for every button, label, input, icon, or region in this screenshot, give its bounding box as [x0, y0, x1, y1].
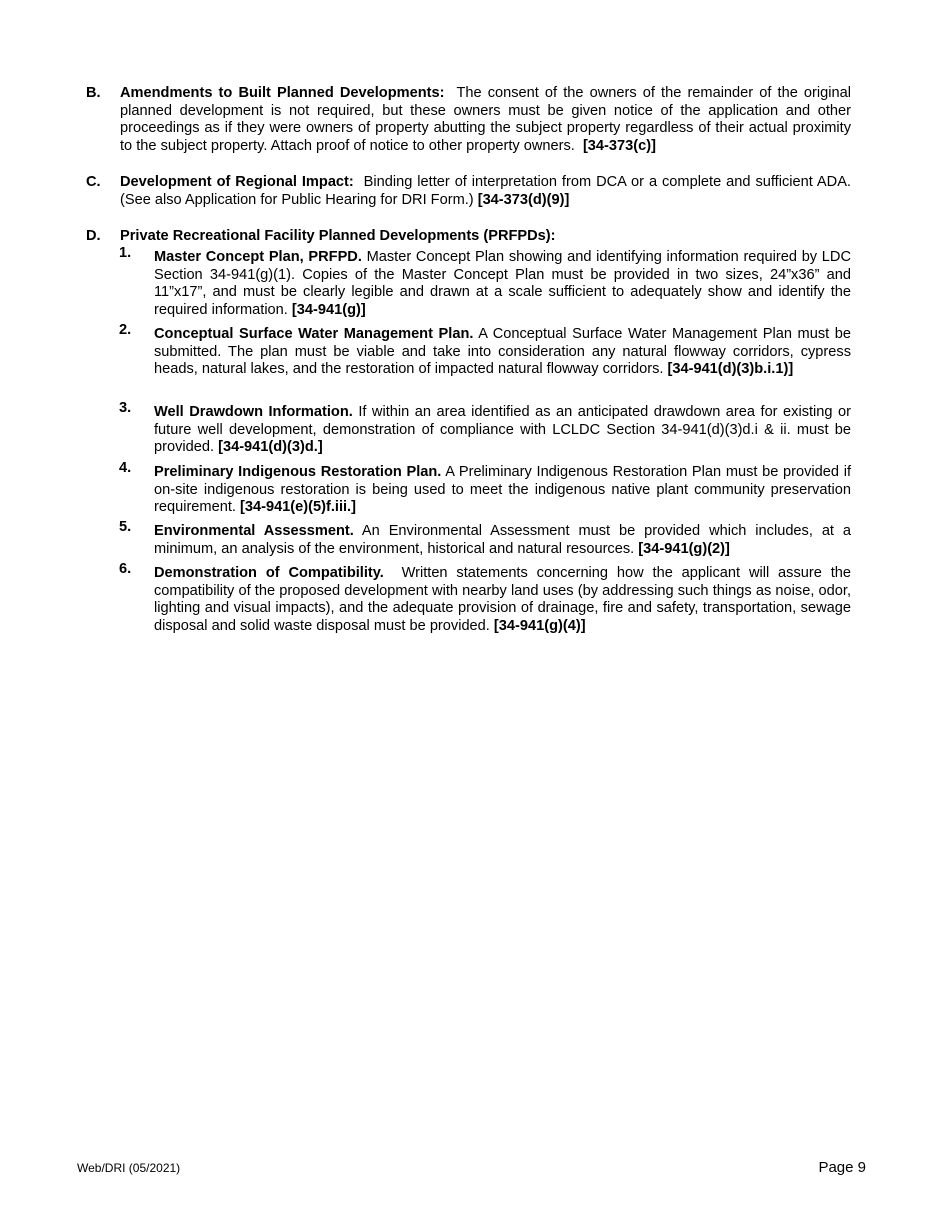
list-item [119, 561, 852, 635]
form-id: Web/DRI (05/2021) [77, 1161, 181, 1175]
section-d [86, 228, 851, 246]
code-reference: [34-941(g)(2)] [638, 540, 730, 557]
page-number: Page 9 [818, 1159, 866, 1176]
list-item [119, 245, 851, 319]
item-text: If within an area identified as an anticipated drawdown area for existing or future well development, demonstration of compliance with LCLDC Section 34-941(d)(3)d.i & ii. must be provided. [154, 404, 851, 456]
section-b [86, 85, 851, 155]
list-item [119, 322, 851, 379]
item-body [154, 464, 851, 517]
item-text: An Environmental Assessment must be provided which includes, at a minimum, an analysis of the environment, historical and natural resources. [154, 523, 852, 557]
code-reference: [34-941(g)(4)] [493, 617, 586, 634]
code-reference: [34-373(c)] [582, 137, 656, 154]
section-title: Amendments to Built Planned Developments: [120, 85, 445, 101]
item-text: A Preliminary Indigenous Restoration Plan must be provided if on-site indigenous restoration is being used to meet the indigenous native plant community preservation requirement. [154, 464, 852, 516]
item-title: Conceptual Surface Water Management Plan. [154, 326, 474, 342]
item-text: Written statements concerning how the applicant will assure the compatibility of the proposed development with nearby land uses (by addressing such things as noise, odor, lighting and visual impacts), and the adequate provision of drainage, fire and safety, transportation, sewage disposal and solid waste disposal must be provided. [154, 565, 852, 634]
item-text: Master Concept Plan showing and identifying information required by LDC Section 34-941(g)(1). Copies of the Master Concept Plan must be provided in two sizes, 24”x36” and 11”x17”, and must be clearly legible and drawn at a scale sufficient to adequately show and identify the required information. [154, 249, 851, 318]
section-text: The consent of the owners of the remainder of the original planned development is not required, but these owners must be given notice of the application and other proceedings as if they were owners of property abutting the subject property regardless of their actual proximity to the subject property. Attach proof of notice to other property owners. [120, 85, 851, 154]
section-title: Private Recreational Facility Planned Developments (PRFPDs): [120, 228, 556, 244]
item-body [154, 249, 851, 319]
code-reference: [34-373(d)(9)] [477, 191, 570, 208]
item-body [154, 404, 851, 457]
item-number: 5. [119, 519, 132, 535]
item-body [154, 523, 851, 558]
list-item [119, 460, 852, 517]
item-number: 4. [119, 460, 132, 476]
list-item [119, 400, 851, 457]
section-body [120, 174, 851, 209]
item-number: 1. [119, 245, 132, 261]
section-letter: B. [86, 85, 101, 101]
section-c [86, 174, 851, 209]
section-letter: C. [86, 174, 101, 190]
section-heading [120, 228, 851, 246]
item-number: 6. [119, 561, 132, 577]
item-title: Well Drawdown Information. [154, 404, 353, 420]
item-title: Demonstration of Compatibility. [154, 565, 384, 581]
item-title: Master Concept Plan, PRFPD. [154, 249, 362, 265]
item-body [154, 326, 851, 379]
item-title: Preliminary Indigenous Restoration Plan. [154, 464, 442, 480]
item-number: 2. [119, 322, 132, 338]
item-title: Environmental Assessment. [154, 523, 354, 539]
code-reference: [34-941(g)] [291, 301, 366, 318]
section-body [120, 85, 851, 155]
item-number: 3. [119, 400, 132, 416]
code-reference: [34-941(e)(5)f.iii.] [240, 499, 356, 516]
item-body [154, 565, 851, 635]
section-title: Development of Regional Impact: [120, 174, 354, 190]
item-text: A Conceptual Surface Water Management Plan must be submitted. The plan must be viable and take into consideration any natural flowway corridors, cypress heads, natural lakes, and the restoration of impacted natural flowway corridors. [154, 326, 851, 378]
list-item [119, 519, 852, 558]
section-letter: D. [86, 228, 101, 244]
code-reference: [34-941(d)(3)d.] [218, 439, 323, 456]
code-reference: [34-941(d)(3)b.i.1)] [667, 361, 794, 378]
section-text: Binding letter of interpretation from DCA or a complete and sufficient ADA. (See also Application for Public Hearing for DRI Form.) [120, 174, 851, 208]
